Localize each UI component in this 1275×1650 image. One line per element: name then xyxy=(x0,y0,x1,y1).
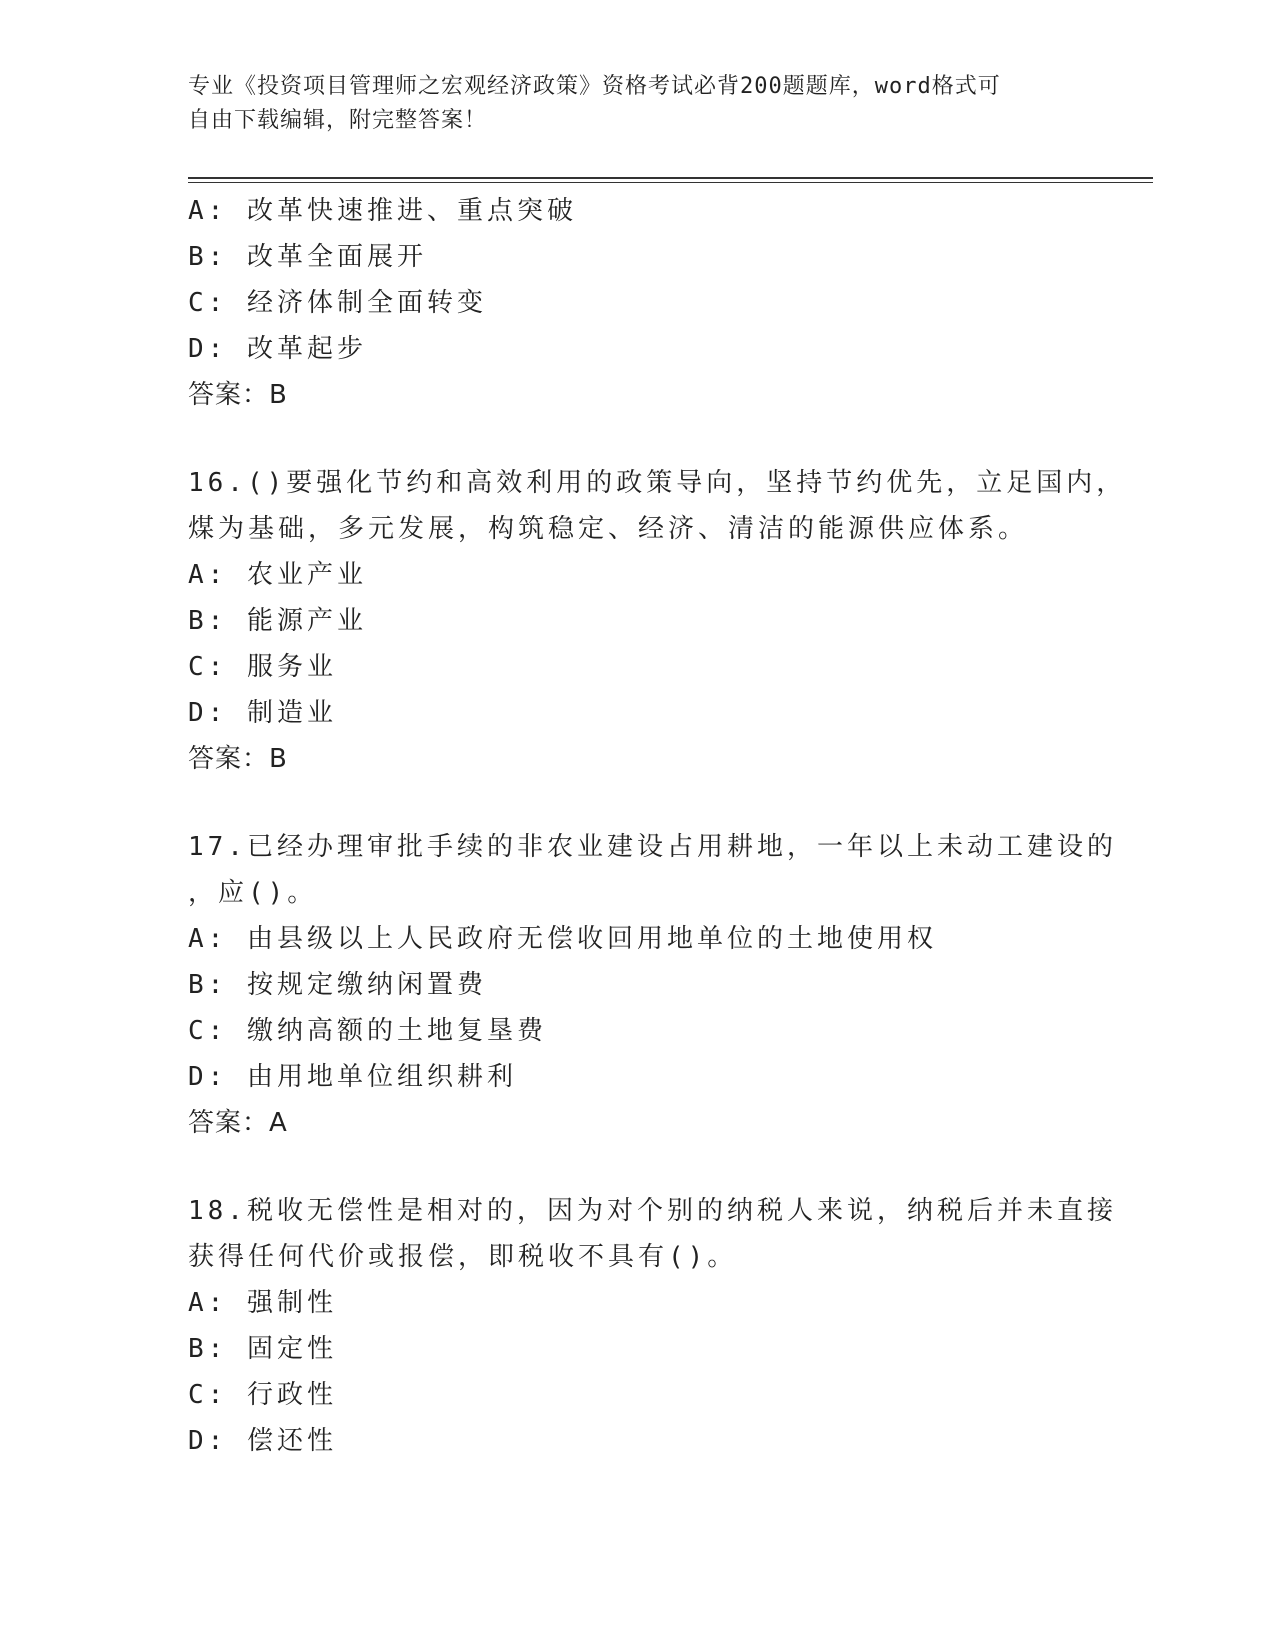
spacer xyxy=(188,782,1108,824)
question-15 xyxy=(188,188,1108,418)
option-b: B: 按规定缴纳闲置费 xyxy=(188,970,487,1000)
option-d: D: 制造业 xyxy=(188,698,337,728)
answer: 答案：A xyxy=(188,1108,288,1138)
spacer xyxy=(188,418,1108,460)
option-c: C: 缴纳高额的土地复垦费 xyxy=(188,1016,547,1046)
option-b: B: 能源产业 xyxy=(188,606,367,636)
option-d: D: 偿还性 xyxy=(188,1426,337,1456)
answer: 答案：B xyxy=(188,744,288,774)
option-b: B: 改革全面展开 xyxy=(188,242,427,272)
option-a: A: 强制性 xyxy=(188,1288,337,1318)
document-header xyxy=(188,70,1088,138)
option-c: C: 服务业 xyxy=(188,652,337,682)
header-rule-thick xyxy=(188,177,1153,179)
spacer xyxy=(188,1146,1108,1188)
option-a: A: 改革快速推进、重点突破 xyxy=(188,196,577,226)
option-c: C: 行政性 xyxy=(188,1380,337,1410)
option-c: C: 经济体制全面转变 xyxy=(188,288,487,318)
option-a: A: 农业产业 xyxy=(188,560,367,590)
question-stem-line: 16.()要强化节约和高效利用的政策导向，坚持节约优先，立足国内， xyxy=(188,468,1127,498)
question-list xyxy=(188,188,1127,1464)
question-stem-line: 获得任何代价或报偿，即税收不具有()。 xyxy=(188,1242,738,1272)
header-title-line-1: 专业《投资项目管理师之宏观经济政策》资格考试必背200题题库，word格式可 xyxy=(188,74,1001,99)
option-a: A: 由县级以上人民政府无偿收回用地单位的土地使用权 xyxy=(188,924,937,954)
question-17 xyxy=(188,824,1117,1146)
question-stem-line: 17.已经办理审批手续的非农业建设占用耕地，一年以上未动工建设的 xyxy=(188,832,1117,862)
question-18 xyxy=(188,1188,1117,1464)
header-rule-thin xyxy=(188,182,1153,183)
question-stem-line: 18.税收无偿性是相对的，因为对个别的纳税人来说，纳税后并未直接 xyxy=(188,1196,1117,1226)
question-16 xyxy=(188,460,1127,782)
question-stem-line: ，应()。 xyxy=(188,878,318,908)
question-stem-line: 煤为基础，多元发展，构筑稳定、经济、清洁的能源供应体系。 xyxy=(188,514,1029,544)
option-d: D: 改革起步 xyxy=(188,334,367,364)
header-title-line-2: 自由下载编辑，附完整答案！ xyxy=(188,108,488,133)
option-b: B: 固定性 xyxy=(188,1334,337,1364)
option-d: D: 由用地单位组织耕利 xyxy=(188,1062,517,1092)
answer: 答案：B xyxy=(188,380,288,410)
